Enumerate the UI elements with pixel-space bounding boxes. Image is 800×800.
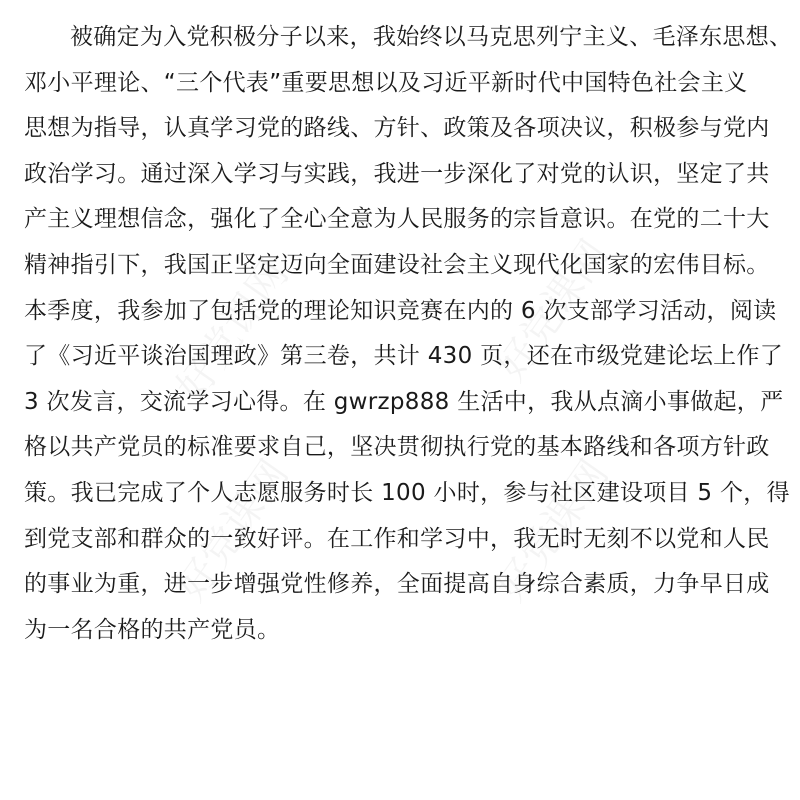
paragraph-line: 到党支部和群众的一致好评。在工作和学习中，我无时无刻不以党和人民 — [24, 525, 770, 552]
paragraph-line: 思想为指导，认真学习党的路线、方针、政策及各项决议，积极参与党内 — [24, 115, 770, 142]
paragraph-line: 的事业为重，进一步增强党性修养，全面提高自身综合素质，力争早日成 — [24, 571, 770, 598]
paragraph-line: 精神指引下，我国正坚定迈向全面建设社会主义现代化国家的宏伟目标。 — [24, 252, 770, 278]
paragraph-line: 被确定为入党积极分子以来，我始终以马克思列宁主义、毛泽东思想、 — [70, 24, 793, 50]
paragraph-line: 本季度，我参加了包括党的理论知识竞赛在内的 6 次支部学习活动，阅读 — [24, 297, 777, 324]
paragraph-line: 了《习近平谈治国理政》第三卷，共计 430 页，还在市级党建论坛上作了 — [24, 343, 784, 370]
paragraph-line: 产主义理想信念，强化了全心全意为人民服务的宗旨意识。在党的二十大 — [24, 206, 770, 233]
paragraph-line: 为一名合格的共产党员。 — [24, 616, 281, 643]
paragraph-line: 邓小平理论、“三个代表”重要思想以及习近平新时代中国特色社会主义 — [24, 69, 748, 96]
paragraph-line: 策。我已完成了个人志愿服务时长 100 小时，参与社区建设项目 5 个，得 — [24, 480, 790, 506]
paragraph-line: 政治学习。通过深入学习与实践，我进一步深化了对党的认识，坚定了共 — [24, 160, 770, 187]
paragraph-line: 3 次发言，交流学习心得。在 gwrzp888 生活中，我从点滴小事做起，严 — [24, 388, 784, 415]
paragraph-line: 格以共产党员的标准要求自己，坚决贯彻执行党的基本路线和各项方针政 — [24, 434, 770, 461]
